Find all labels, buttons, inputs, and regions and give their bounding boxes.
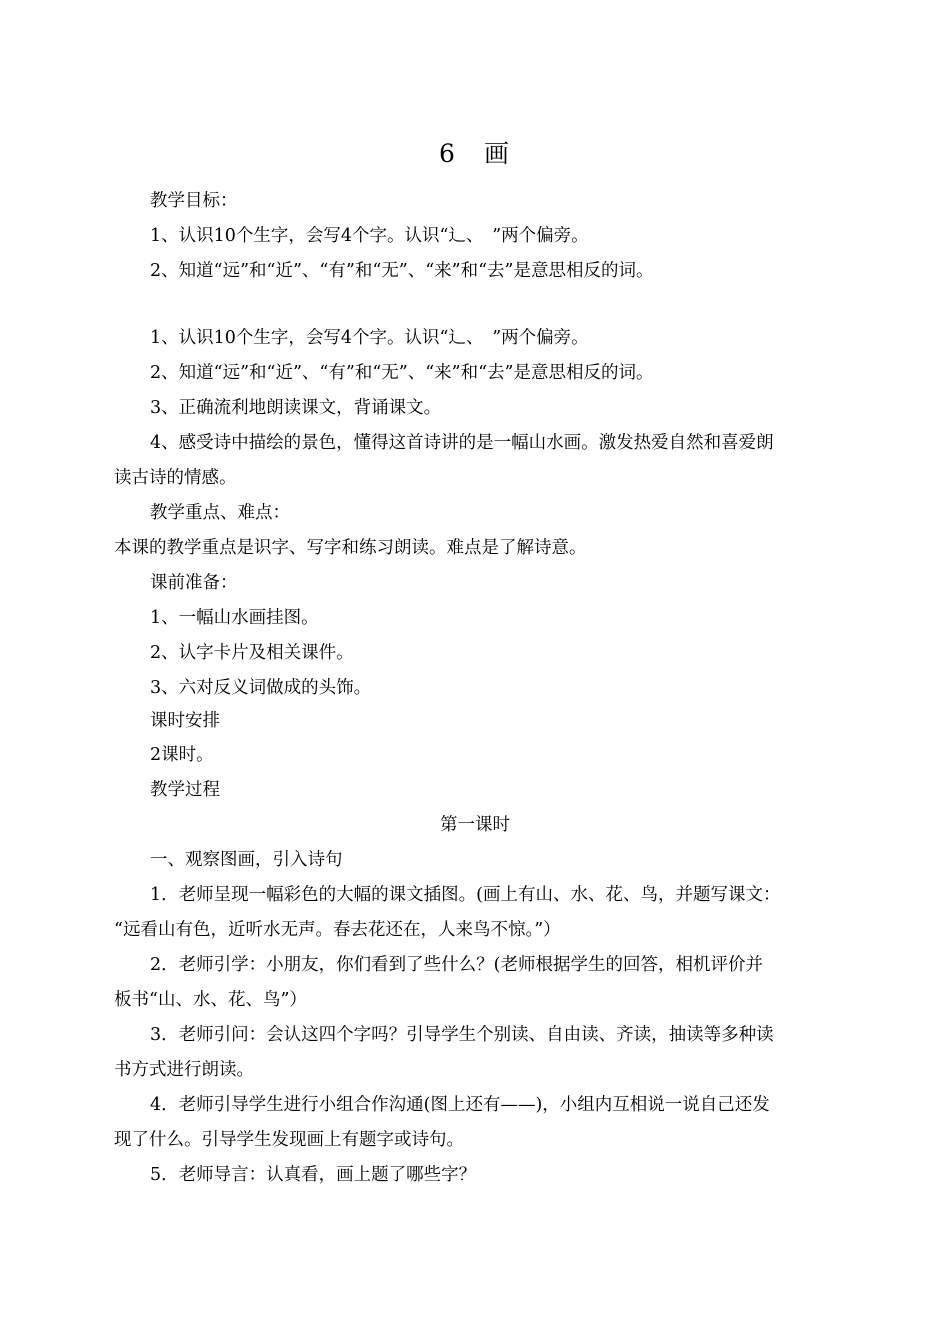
objective-item: 2、知道“远”和“近”、“有”和“无”、“来”和“去”是意思相反的词。 xyxy=(150,363,654,383)
lesson1-heading: 第一课时 xyxy=(440,815,510,835)
step-item: 4．老师引导学生进行小组合作沟通(图上还有——)，小组内互相说一说自己还发 xyxy=(150,1095,770,1115)
objective-item: 1、认识10个生字，会写4个字。认识“辶、 ”两个偏旁。 xyxy=(150,226,589,246)
step-item: 1．老师呈现一幅彩色的大幅的课文插图。(画上有山、水、花、鸟，并题写课文： xyxy=(150,885,781,905)
objective-item: 3、正确流利地朗读课文，背诵课文。 xyxy=(150,398,442,418)
prep-item: 3、六对反义词做成的头饰。 xyxy=(150,678,372,698)
step-item-continued: “远看山有色，近听水无声。春去花还在，人来鸟不惊。”） xyxy=(114,920,561,940)
lesson-title: 6 画 xyxy=(439,139,511,168)
step-item-continued: 板书“山、水、花、鸟”） xyxy=(114,990,307,1010)
section1-heading: 一、观察图画，引入诗句 xyxy=(150,850,343,870)
objective-item: 2、知道“远”和“近”、“有”和“无”、“来”和“去”是意思相反的词。 xyxy=(150,261,654,281)
objective-item: 1、认识10个生字，会写4个字。认识“辶、 ”两个偏旁。 xyxy=(150,328,589,348)
keypoints-heading: 教学重点、难点： xyxy=(150,503,290,523)
process-heading: 教学过程 xyxy=(150,780,220,800)
step-item-continued: 书方式进行朗读。 xyxy=(114,1060,254,1080)
prep-item: 1、一幅山水画挂图。 xyxy=(150,608,319,628)
keypoints-text: 本课的教学重点是识字、写字和练习朗读。难点是了解诗意。 xyxy=(114,538,587,558)
step-item: 3．老师引问：会认这四个字吗？引导学生个别读、自由读、齐读，抽读等多种读 xyxy=(150,1025,774,1045)
prep-item: 2、认字卡片及相关课件。 xyxy=(150,643,354,663)
step-item: 2．老师引学：小朋友，你们看到了些什么？(老师根据学生的回答，相机评价并 xyxy=(150,955,763,975)
objective-item-continued: 读古诗的情感。 xyxy=(114,468,237,488)
step-item-continued: 现了什么。引导学生发现画上有题字或诗句。 xyxy=(114,1130,464,1150)
objective-item: 4、感受诗中描绘的景色，懂得这首诗讲的是一幅山水画。激发热爱自然和喜爱朗 xyxy=(150,433,774,453)
step-item: 5．老师导言：认真看，画上题了哪些字？ xyxy=(150,1165,477,1185)
schedule-heading: 课时安排 xyxy=(150,711,220,731)
prep-heading: 课前准备： xyxy=(150,573,238,593)
schedule-text: 2课时。 xyxy=(150,745,214,765)
objectives-heading: 教学目标： xyxy=(150,191,238,211)
